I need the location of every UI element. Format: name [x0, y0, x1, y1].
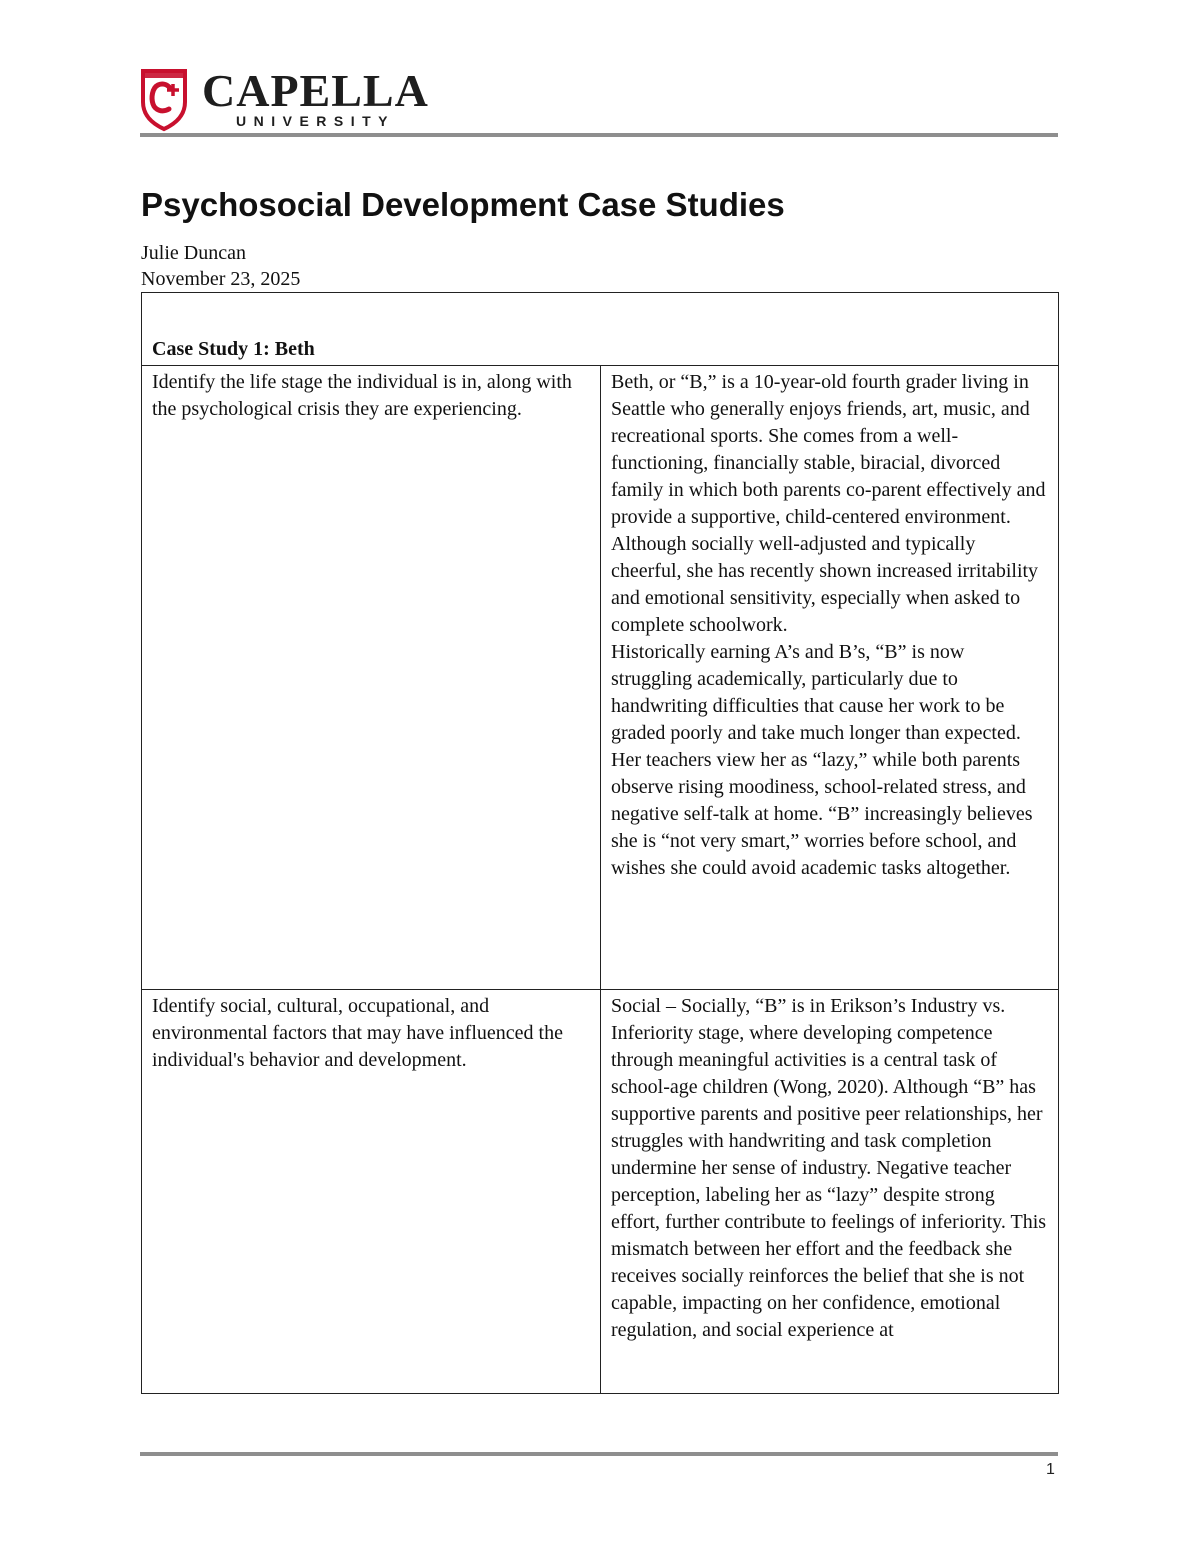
table-heading-row — [142, 293, 1059, 366]
document-title: Psychosocial Development Case Studies — [141, 186, 785, 223]
response-cell — [601, 990, 1059, 1394]
prompt-cell: Identify social, cultural, occupational, and environmental factors that may have influenced the individual's behavior and development. — [142, 990, 601, 1394]
footer-divider — [140, 1452, 1058, 1456]
author-name: Julie Duncan — [141, 242, 246, 264]
shield-icon — [140, 68, 188, 132]
case-study-heading: Case Study 1: Beth — [142, 293, 1059, 366]
table-row — [142, 366, 1059, 990]
document-date: November 23, 2025 — [141, 268, 301, 290]
table-row — [142, 990, 1059, 1394]
case-study-table — [141, 292, 1059, 1394]
response-paragraph: Beth, or “B,” is a 10-year-old fourth grader living in Seattle who generally enjoys friends, art, music, and recreational sports. She comes from a well-functioning, financially stable, biracial, divorced family in which both parents co-parent effectively and provide a supportive, child-centered environment. Although socially well-adjusted and typically cheerful, she has recently shown increased irritability and emotional sensitivity, especially when asked to complete schoolwork. — [611, 371, 1046, 636]
header-divider — [140, 133, 1058, 137]
brand-name: CAPELLA — [202, 65, 429, 116]
capella-logo — [140, 65, 430, 132]
response-cell — [601, 366, 1059, 990]
response-paragraph: Social – Socially, “B” is in Erikson’s Industry vs. Inferiority stage, where developing competence through meaningful activities is a central task of school-age children (Wong, 2020). Although “B” has supportive parents and positive peer relationships, her struggles with handwriting and task completion undermine her sense of industry. Negative teacher perception, labeling her as “lazy” despite strong effort, further contribute to feelings of inferiority. This mismatch between her effort and the feedback she receives socially reinforces the belief that she is not capable, impacting on her confidence, emotional regulation, and social experience at — [611, 995, 1047, 1341]
page-number: 1 — [1046, 1461, 1055, 1478]
response-paragraph: Historically earning A’s and B’s, “B” is now struggling academically, particularly due to handwriting difficulties that cause her work to be graded poorly and take much longer than expected. Her teachers view her as “lazy,” while both parents observe rising moodiness, school-related stress, and negative self-talk at home. “B” increasingly believes she is “not very smart,” worries before school, and wishes she could avoid academic tasks altogether. — [611, 641, 1033, 879]
prompt-cell: Identify the life stage the individual is in, along with the psychological crisis they are experiencing. — [142, 366, 601, 990]
brand-subtitle: UNIVERSITY — [236, 113, 396, 129]
